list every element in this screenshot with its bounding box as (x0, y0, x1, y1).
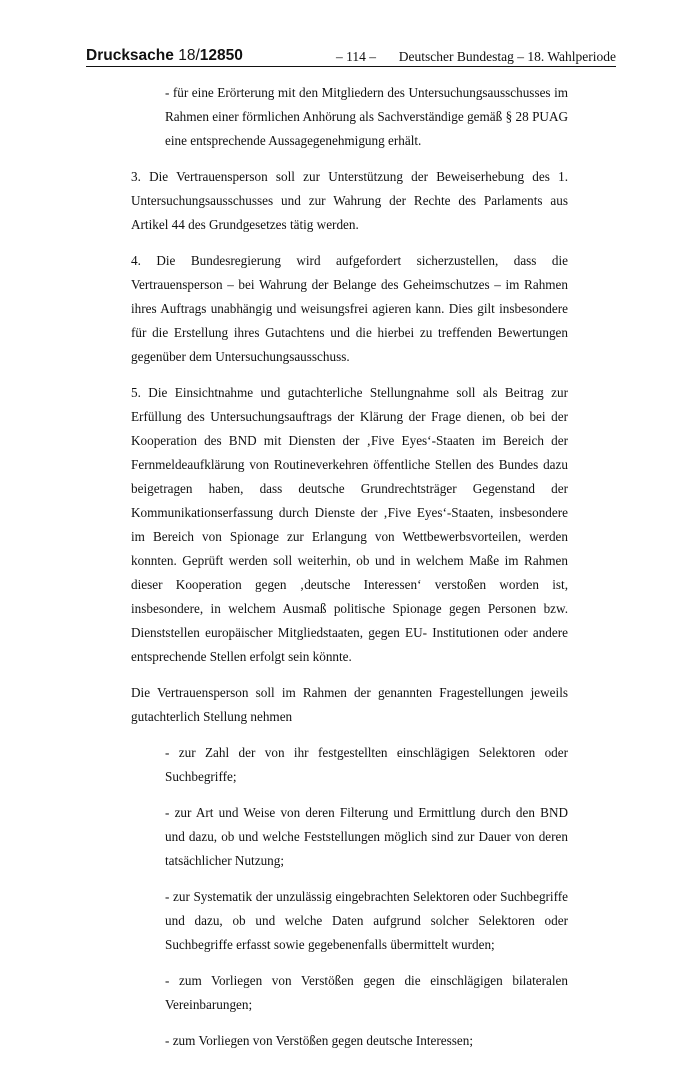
document-number: 12850 (199, 47, 243, 64)
page-header (86, 47, 616, 67)
header-rule (86, 66, 616, 67)
document-number-prefix: 18/ (178, 47, 200, 64)
page-body (131, 81, 568, 1065)
list-item: - zur Systematik der unzulässig eingebrachten Selektoren oder Suchbegriffe und dazu, ob und welche Daten aufgrund solcher Selektoren oder Suchbegriffe erfasst sowie gegebenenfalls übermittelt wurden; (165, 889, 568, 952)
list-item: - zum Vorliegen von Verstößen gegen die einschlägigen bilateralen Vereinbarungen; (165, 973, 568, 1012)
list-item: - zur Zahl der von ihr festgestellten einschlägigen Selektoren oder Suchbegriffe; (165, 745, 568, 784)
list-item: - zur Art und Weise von deren Filterung und Ermittlung durch den BND und dazu, ob und welche Feststellungen möglich sind zur Dauer von deren tatsächlicher Nutzung; (165, 805, 568, 868)
list-item: - zum Vorliegen von Verstößen gegen deutsche Interessen; (165, 1033, 473, 1048)
intro-paragraph: Die Vertrauensperson soll im Rahmen der genannten Fragestellungen jeweils gutachterlich Stellung nehmen (131, 685, 568, 724)
page-number: – 114 – (336, 49, 376, 64)
document-id (86, 47, 243, 65)
paragraph-3: 3. Die Vertrauensperson soll zur Unterstützung der Beweiserhebung des 1. Untersuchungsausschusses und zur Wahrung der Rechte des Parlaments aus Artikel 44 des Grundgesetzes tätig werden. (131, 169, 568, 232)
paragraph-5: 5. Die Einsichtnahme und gutachterliche Stellungnahme soll als Beitrag zur Erfüllung des Untersuchungsauftrags der Klärung der Frage dienen, ob bei der Kooperation des BND mit Diensten der ‚Five Eyes‘-Staaten im Bereich der Fernmeldeaufklärung von Routineverkehren öffentliche Stellen des Bundes dazu beigetragen haben, dass deutsche Grundrechtsträger Gegenstand der Kommunikationserfassung durch Dienste der ‚Five Eyes‘-Staaten, insbesondere im Bereich von Spionage zur Erlangung von Wettbewerbsvorteilen, werden konnten. Geprüft werden soll weiterhin, ob und in welchem Maße im Rahmen dieser Kooperation gegen ‚deutsche Interessen‘ verstoßen worden ist, insbesondere, in welchem Ausmaß politische Spionage gegen Personen bzw. Dienststellen europäischer Mitgliedstaaten, gegen EU- Institutionen oder andere entsprechende Stellen erfolgt sein könnte. (131, 385, 568, 664)
document-label: Drucksache (86, 47, 174, 64)
paragraph-4: 4. Die Bundesregierung wird aufgefordert sicherzustellen, dass die Vertrauensperson – bei Wahrung der Belange des Geheimschutzes – im Rahmen ihres Auftrags unabhängig und weisungsfrei agieren kann. Dies gilt insbesondere für die Erstellung ihres Gutachtens und die hierbei zu treffenden Bewertungen gegenüber dem Untersuchungsausschuss. (131, 253, 568, 364)
list-item: - für eine Erörterung mit den Mitgliedern des Untersuchungsausschusses im Rahmen einer förmlichen Anhörung als Sachverständige gemäß § 28 PUAG eine entsprechende Aussagegenehmigung erhält. (165, 85, 568, 148)
issuer-line: Deutscher Bundestag – 18. Wahlperiode (398, 49, 616, 64)
